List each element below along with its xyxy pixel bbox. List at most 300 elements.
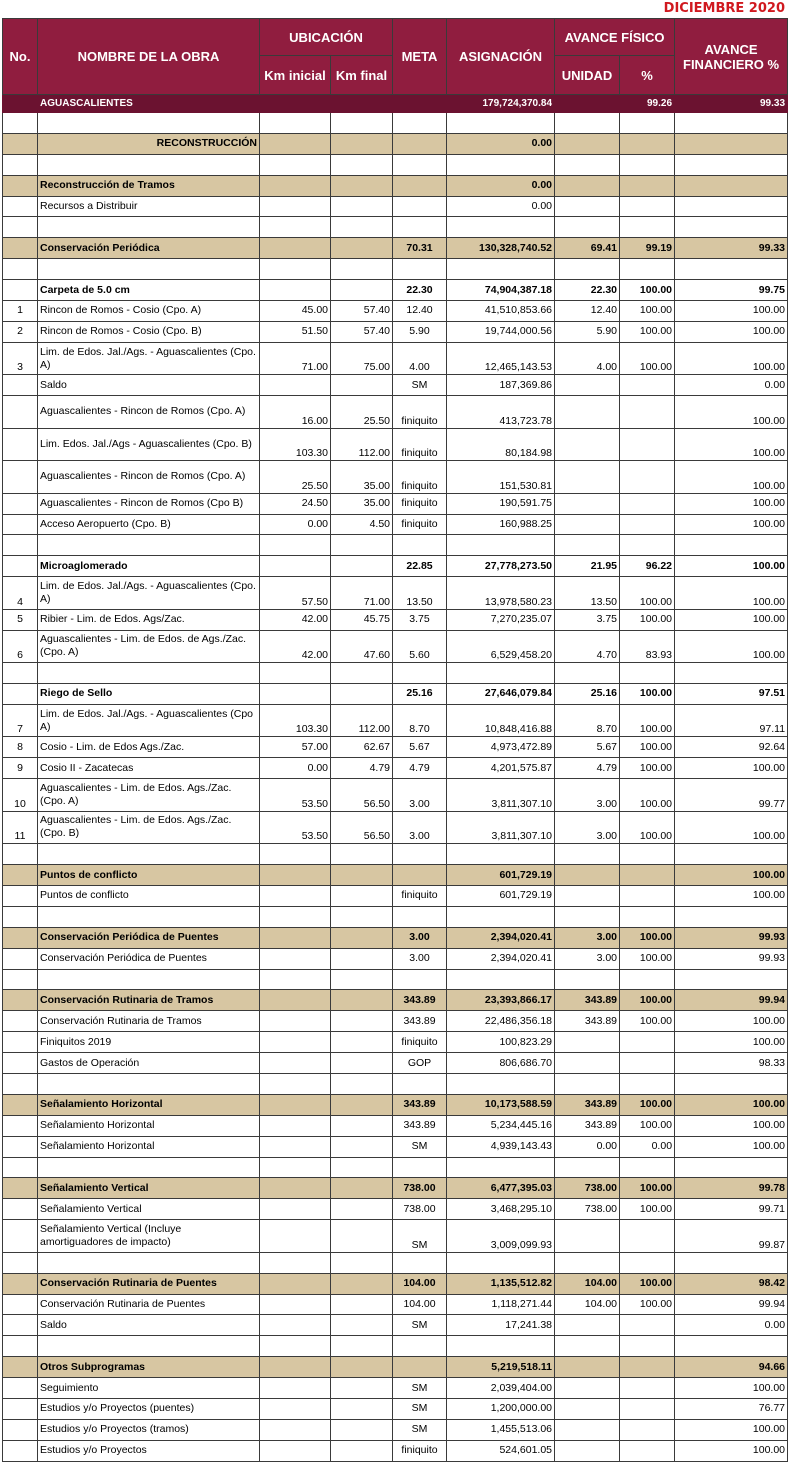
sec-row bbox=[3, 175, 788, 196]
asignacion-cell bbox=[447, 259, 555, 280]
avance-financiero-cell: 98.42 bbox=[675, 1273, 788, 1294]
unidad-cell bbox=[555, 259, 620, 280]
meta-cell: 3.00 bbox=[393, 779, 447, 812]
unidad-cell bbox=[555, 154, 620, 175]
row-number-cell bbox=[3, 1178, 38, 1199]
asignacion-cell: 7,270,235.07 bbox=[447, 609, 555, 630]
unidad-cell bbox=[555, 1357, 620, 1378]
asignacion-cell: 2,394,020.41 bbox=[447, 927, 555, 948]
work-name-cell bbox=[38, 113, 260, 134]
avance-financiero-cell bbox=[675, 154, 788, 175]
avance-fisico-pct-cell bbox=[620, 1357, 675, 1378]
avance-fisico-pct-cell bbox=[620, 1440, 675, 1461]
avance-financiero-cell: 99.33 bbox=[675, 95, 788, 113]
asignacion-cell: 74,904,387.18 bbox=[447, 280, 555, 301]
asignacion-cell: 2,039,404.00 bbox=[447, 1378, 555, 1399]
avance-fisico-pct-cell: 100.00 bbox=[620, 342, 675, 375]
avance-financiero-cell: 0.00 bbox=[675, 375, 788, 396]
km-final-cell bbox=[331, 1094, 393, 1115]
km-final-cell bbox=[331, 556, 393, 577]
sec-row bbox=[3, 865, 788, 886]
unidad-cell bbox=[555, 1336, 620, 1357]
km-inicial-cell bbox=[260, 1074, 331, 1095]
table-row bbox=[3, 1032, 788, 1053]
state-row bbox=[3, 95, 788, 113]
km-final-cell: 35.00 bbox=[331, 493, 393, 514]
unidad-cell: 738.00 bbox=[555, 1199, 620, 1220]
row-number-cell bbox=[3, 1011, 38, 1032]
meta-cell: 22.30 bbox=[393, 280, 447, 301]
avance-fisico-pct-cell bbox=[620, 1398, 675, 1419]
km-final-cell: 71.00 bbox=[331, 577, 393, 610]
km-final-cell: 45.75 bbox=[331, 609, 393, 630]
meta-cell: 343.89 bbox=[393, 990, 447, 1011]
km-inicial-cell bbox=[260, 906, 331, 927]
km-inicial-cell: 25.50 bbox=[260, 461, 331, 494]
asignacion-cell: 4,201,575.87 bbox=[447, 758, 555, 779]
avance-fisico-pct-cell: 100.00 bbox=[620, 779, 675, 812]
work-name-cell bbox=[38, 906, 260, 927]
sec-row bbox=[3, 1357, 788, 1378]
km-inicial-cell bbox=[260, 1220, 331, 1253]
row-number-cell bbox=[3, 375, 38, 396]
avance-fisico-pct-cell bbox=[620, 1419, 675, 1440]
avance-fisico-pct-cell bbox=[620, 663, 675, 684]
blank-row bbox=[3, 1252, 788, 1273]
km-inicial-cell bbox=[260, 1094, 331, 1115]
col-unidad-header: UNIDAD bbox=[555, 56, 620, 95]
avance-financiero-cell bbox=[675, 1074, 788, 1095]
avance-fisico-pct-cell bbox=[620, 113, 675, 134]
unidad-cell: 343.89 bbox=[555, 1115, 620, 1136]
row-number-cell bbox=[3, 1157, 38, 1178]
km-inicial-cell: 57.50 bbox=[260, 577, 331, 610]
table-row bbox=[3, 811, 788, 844]
unidad-cell bbox=[555, 493, 620, 514]
km-final-cell bbox=[331, 1011, 393, 1032]
work-name-cell bbox=[38, 1157, 260, 1178]
avance-financiero-cell: 98.33 bbox=[675, 1053, 788, 1074]
work-name-cell: Carpeta de 5.0 cm bbox=[38, 280, 260, 301]
work-name-cell: Puntos de conflicto bbox=[38, 865, 260, 886]
work-name-cell: Cosio II - Zacatecas bbox=[38, 758, 260, 779]
km-inicial-cell bbox=[260, 238, 331, 259]
unidad-cell: 343.89 bbox=[555, 990, 620, 1011]
works-table bbox=[2, 18, 788, 1462]
row-number-cell bbox=[3, 556, 38, 577]
avance-financiero-cell: 100.00 bbox=[675, 885, 788, 906]
km-inicial-cell bbox=[260, 1440, 331, 1461]
unidad-cell: 3.75 bbox=[555, 609, 620, 630]
table-row bbox=[3, 1136, 788, 1157]
unidad-cell bbox=[555, 514, 620, 535]
avance-financiero-cell bbox=[675, 1336, 788, 1357]
unidad-cell bbox=[555, 1398, 620, 1419]
row-number-cell bbox=[3, 1357, 38, 1378]
meta-cell: finiquito bbox=[393, 493, 447, 514]
km-final-cell bbox=[331, 154, 393, 175]
unidad-cell: 3.00 bbox=[555, 948, 620, 969]
avance-fisico-pct-cell bbox=[620, 1220, 675, 1253]
km-final-cell bbox=[331, 259, 393, 280]
asignacion-cell: 0.00 bbox=[447, 133, 555, 154]
asignacion-cell: 1,118,271.44 bbox=[447, 1294, 555, 1315]
avance-financiero-cell: 99.78 bbox=[675, 1178, 788, 1199]
meta-cell: finiquito bbox=[393, 1032, 447, 1053]
avance-fisico-pct-cell bbox=[620, 175, 675, 196]
km-final-cell bbox=[331, 990, 393, 1011]
avance-fisico-pct-cell bbox=[620, 1252, 675, 1273]
km-final-cell: 25.50 bbox=[331, 396, 393, 429]
work-name-cell: Conservación Periódica de Puentes bbox=[38, 948, 260, 969]
meta-cell bbox=[393, 535, 447, 556]
avance-fisico-pct-cell bbox=[620, 493, 675, 514]
km-inicial-cell bbox=[260, 95, 331, 113]
col-asignacion-header: ASIGNACIÓN bbox=[447, 19, 555, 95]
row-number-cell bbox=[3, 238, 38, 259]
meta-cell: 22.85 bbox=[393, 556, 447, 577]
table-row bbox=[3, 321, 788, 342]
meta-cell: 25.16 bbox=[393, 684, 447, 705]
avance-financiero-cell: 99.93 bbox=[675, 948, 788, 969]
km-inicial-cell: 24.50 bbox=[260, 493, 331, 514]
avance-fisico-pct-cell bbox=[620, 535, 675, 556]
km-inicial-cell bbox=[260, 885, 331, 906]
col-no-header: No. bbox=[3, 19, 38, 95]
blank-row bbox=[3, 844, 788, 865]
km-final-cell bbox=[331, 1178, 393, 1199]
table-row bbox=[3, 1011, 788, 1032]
unidad-cell: 3.00 bbox=[555, 927, 620, 948]
asignacion-cell bbox=[447, 906, 555, 927]
avance-fisico-pct-cell bbox=[620, 906, 675, 927]
asignacion-cell: 2,394,020.41 bbox=[447, 948, 555, 969]
blank-row bbox=[3, 217, 788, 238]
meta-cell bbox=[393, 663, 447, 684]
avance-financiero-cell: 0.00 bbox=[675, 1315, 788, 1336]
work-name-cell: Otros Subprogramas bbox=[38, 1357, 260, 1378]
km-final-cell bbox=[331, 1357, 393, 1378]
meta-cell bbox=[393, 1074, 447, 1095]
meta-cell bbox=[393, 865, 447, 886]
work-name-cell: Conservación Rutinaria de Puentes bbox=[38, 1273, 260, 1294]
meta-cell: 343.89 bbox=[393, 1094, 447, 1115]
avance-financiero-cell: 100.00 bbox=[675, 1136, 788, 1157]
avance-fisico-pct-cell bbox=[620, 1157, 675, 1178]
km-inicial-cell: 0.00 bbox=[260, 758, 331, 779]
avance-financiero-cell bbox=[675, 844, 788, 865]
work-name-cell: Lim. de Edos. Jal./Ags. - Aguascalientes (Cpo. A) bbox=[38, 342, 260, 375]
km-inicial-cell: 51.50 bbox=[260, 321, 331, 342]
km-inicial-cell bbox=[260, 1136, 331, 1157]
work-name-cell: Recursos a Distribuir bbox=[38, 196, 260, 217]
unidad-cell bbox=[555, 1032, 620, 1053]
row-number-cell bbox=[3, 1252, 38, 1273]
unidad-cell bbox=[555, 1157, 620, 1178]
row-number-cell bbox=[3, 906, 38, 927]
km-final-cell bbox=[331, 865, 393, 886]
meta-cell: 12.40 bbox=[393, 301, 447, 322]
asignacion-cell bbox=[447, 1074, 555, 1095]
sec-row bbox=[3, 238, 788, 259]
asignacion-cell: 3,009,099.93 bbox=[447, 1220, 555, 1253]
avance-financiero-cell: 100.00 bbox=[675, 301, 788, 322]
meta-cell: SM bbox=[393, 1419, 447, 1440]
avance-fisico-pct-cell: 100.00 bbox=[620, 577, 675, 610]
km-inicial-cell bbox=[260, 1252, 331, 1273]
work-name-cell: Aguascalientes - Rincon de Romos (Cpo B) bbox=[38, 493, 260, 514]
table-body bbox=[3, 95, 788, 1462]
avance-fisico-pct-cell: 100.00 bbox=[620, 684, 675, 705]
work-name-cell: Finiquitos 2019 bbox=[38, 1032, 260, 1053]
km-final-cell bbox=[331, 1220, 393, 1253]
avance-financiero-cell: 100.00 bbox=[675, 1032, 788, 1053]
avance-financiero-cell: 97.51 bbox=[675, 684, 788, 705]
avance-fisico-pct-cell: 100.00 bbox=[620, 1273, 675, 1294]
avance-fisico-pct-cell: 100.00 bbox=[620, 948, 675, 969]
meta-cell: SM bbox=[393, 1136, 447, 1157]
avance-fisico-pct-cell: 100.00 bbox=[620, 1294, 675, 1315]
km-inicial-cell bbox=[260, 1178, 331, 1199]
col-pct-header: % bbox=[620, 56, 675, 95]
km-final-cell bbox=[331, 1294, 393, 1315]
row-number-cell bbox=[3, 428, 38, 461]
work-name-cell bbox=[38, 663, 260, 684]
avance-financiero-cell: 99.94 bbox=[675, 1294, 788, 1315]
km-final-cell: 35.00 bbox=[331, 461, 393, 494]
unidad-cell bbox=[555, 1220, 620, 1253]
asignacion-cell bbox=[447, 1157, 555, 1178]
meta-cell: finiquito bbox=[393, 1440, 447, 1461]
row-number-cell: 10 bbox=[3, 779, 38, 812]
asignacion-cell: 12,465,143.53 bbox=[447, 342, 555, 375]
table-row bbox=[3, 1378, 788, 1399]
km-final-cell bbox=[331, 95, 393, 113]
meta-cell: 3.00 bbox=[393, 811, 447, 844]
unidad-cell: 25.16 bbox=[555, 684, 620, 705]
avance-financiero-cell: 100.00 bbox=[675, 865, 788, 886]
meta-cell: SM bbox=[393, 1220, 447, 1253]
table-row bbox=[3, 758, 788, 779]
avance-fisico-pct-cell: 0.00 bbox=[620, 1136, 675, 1157]
meta-cell bbox=[393, 844, 447, 865]
work-name-cell: Estudios y/o Proyectos (puentes) bbox=[38, 1398, 260, 1419]
asignacion-cell: 130,328,740.52 bbox=[447, 238, 555, 259]
work-name-cell bbox=[38, 259, 260, 280]
avance-financiero-cell: 100.00 bbox=[675, 1115, 788, 1136]
table-row bbox=[3, 704, 788, 737]
km-inicial-cell bbox=[260, 133, 331, 154]
asignacion-cell: 22,486,356.18 bbox=[447, 1011, 555, 1032]
row-number-cell bbox=[3, 1273, 38, 1294]
km-inicial-cell bbox=[260, 1398, 331, 1419]
asignacion-cell bbox=[447, 1252, 555, 1273]
km-inicial-cell bbox=[260, 1294, 331, 1315]
km-final-cell bbox=[331, 1398, 393, 1419]
work-name-cell: Rincon de Romos - Cosio (Cpo. B) bbox=[38, 321, 260, 342]
row-number-cell bbox=[3, 1398, 38, 1419]
row-number-cell: 2 bbox=[3, 321, 38, 342]
avance-fisico-pct-cell bbox=[620, 196, 675, 217]
avance-fisico-pct-cell: 100.00 bbox=[620, 990, 675, 1011]
km-inicial-cell bbox=[260, 663, 331, 684]
meta-cell bbox=[393, 175, 447, 196]
km-final-cell bbox=[331, 280, 393, 301]
unidad-cell bbox=[555, 428, 620, 461]
row-number-cell bbox=[3, 1032, 38, 1053]
asignacion-cell bbox=[447, 154, 555, 175]
unidad-cell bbox=[555, 113, 620, 134]
unidad-cell bbox=[555, 844, 620, 865]
avance-financiero-cell: 99.94 bbox=[675, 990, 788, 1011]
meta-cell: 3.75 bbox=[393, 609, 447, 630]
unidad-cell bbox=[555, 1440, 620, 1461]
avance-fisico-pct-cell: 100.00 bbox=[620, 280, 675, 301]
asignacion-cell bbox=[447, 535, 555, 556]
unidad-cell: 0.00 bbox=[555, 1136, 620, 1157]
km-final-cell bbox=[331, 1336, 393, 1357]
unidad-cell: 69.41 bbox=[555, 238, 620, 259]
unidad-cell: 104.00 bbox=[555, 1273, 620, 1294]
row-number-cell: 6 bbox=[3, 630, 38, 663]
asignacion-cell: 80,184.98 bbox=[447, 428, 555, 461]
km-inicial-cell: 45.00 bbox=[260, 301, 331, 322]
work-name-cell: Lim. Edos. Jal./Ags - Aguascalientes (Cpo. B) bbox=[38, 428, 260, 461]
avance-financiero-cell: 100.00 bbox=[675, 342, 788, 375]
work-name-cell: RECONSTRUCCIÓN bbox=[38, 133, 260, 154]
km-final-cell bbox=[331, 1419, 393, 1440]
meta-cell bbox=[393, 95, 447, 113]
row-number-cell bbox=[3, 196, 38, 217]
unidad-cell: 738.00 bbox=[555, 1178, 620, 1199]
asignacion-cell: 19,744,000.56 bbox=[447, 321, 555, 342]
asignacion-cell: 1,455,513.06 bbox=[447, 1419, 555, 1440]
work-name-cell: Aguascalientes - Lim. de Edos. de Ags./Zac. (Cpo. A) bbox=[38, 630, 260, 663]
avance-financiero-cell: 100.00 bbox=[675, 321, 788, 342]
work-name-cell: Microaglomerado bbox=[38, 556, 260, 577]
asignacion-cell: 3,468,295.10 bbox=[447, 1199, 555, 1220]
km-inicial-cell: 42.00 bbox=[260, 630, 331, 663]
avance-fisico-pct-cell: 100.00 bbox=[620, 1115, 675, 1136]
asignacion-cell: 524,601.05 bbox=[447, 1440, 555, 1461]
km-final-cell bbox=[331, 927, 393, 948]
unidad-cell bbox=[555, 217, 620, 238]
row-number-cell: 5 bbox=[3, 609, 38, 630]
row-number-cell bbox=[3, 535, 38, 556]
avance-fisico-pct-cell: 100.00 bbox=[620, 704, 675, 737]
km-inicial-cell bbox=[260, 1273, 331, 1294]
km-final-cell bbox=[331, 1032, 393, 1053]
km-final-cell bbox=[331, 906, 393, 927]
row-number-cell bbox=[3, 1074, 38, 1095]
unidad-cell: 4.79 bbox=[555, 758, 620, 779]
km-final-cell bbox=[331, 238, 393, 259]
table-row bbox=[3, 375, 788, 396]
table-row bbox=[3, 1053, 788, 1074]
km-inicial-cell bbox=[260, 375, 331, 396]
blank-row bbox=[3, 535, 788, 556]
asignacion-cell: 160,988.25 bbox=[447, 514, 555, 535]
meta-cell bbox=[393, 133, 447, 154]
row-number-cell bbox=[3, 514, 38, 535]
km-inicial-cell: 42.00 bbox=[260, 609, 331, 630]
row-number-cell bbox=[3, 154, 38, 175]
avance-fisico-pct-cell bbox=[620, 865, 675, 886]
km-inicial-cell bbox=[260, 556, 331, 577]
work-name-cell: Riego de Sello bbox=[38, 684, 260, 705]
work-name-cell: Saldo bbox=[38, 1315, 260, 1336]
unidad-cell: 21.95 bbox=[555, 556, 620, 577]
meta-cell bbox=[393, 1157, 447, 1178]
km-inicial-cell bbox=[260, 1378, 331, 1399]
work-name-cell: Conservación Rutinaria de Tramos bbox=[38, 1011, 260, 1032]
row-number-cell bbox=[3, 1199, 38, 1220]
unidad-cell bbox=[555, 663, 620, 684]
asignacion-cell: 179,724,370.84 bbox=[447, 95, 555, 113]
km-inicial-cell: 103.30 bbox=[260, 704, 331, 737]
table-row bbox=[3, 493, 788, 514]
unidad-cell bbox=[555, 906, 620, 927]
km-final-cell bbox=[331, 375, 393, 396]
km-final-cell bbox=[331, 196, 393, 217]
table-row bbox=[3, 301, 788, 322]
row-number-cell: 3 bbox=[3, 342, 38, 375]
asignacion-cell: 3,811,307.10 bbox=[447, 779, 555, 812]
avance-fisico-pct-cell: 100.00 bbox=[620, 1199, 675, 1220]
km-inicial-cell bbox=[260, 990, 331, 1011]
row-number-cell bbox=[3, 217, 38, 238]
meta-cell bbox=[393, 969, 447, 990]
km-inicial-cell bbox=[260, 1199, 331, 1220]
km-inicial-cell: 103.30 bbox=[260, 428, 331, 461]
work-name-cell: Señalamiento Horizontal bbox=[38, 1115, 260, 1136]
table-row bbox=[3, 342, 788, 375]
km-inicial-cell bbox=[260, 1419, 331, 1440]
avance-fisico-pct-cell bbox=[620, 428, 675, 461]
work-name-cell: Reconstrucción de Tramos bbox=[38, 175, 260, 196]
km-final-cell bbox=[331, 1136, 393, 1157]
avance-fisico-pct-cell: 100.00 bbox=[620, 1094, 675, 1115]
row-number-cell bbox=[3, 1115, 38, 1136]
row-number-cell bbox=[3, 1136, 38, 1157]
km-final-cell bbox=[331, 1273, 393, 1294]
meta-cell: 3.00 bbox=[393, 948, 447, 969]
meta-cell: 104.00 bbox=[393, 1273, 447, 1294]
row-number-cell bbox=[3, 280, 38, 301]
meta-cell: GOP bbox=[393, 1053, 447, 1074]
avance-fisico-pct-cell: 99.26 bbox=[620, 95, 675, 113]
avance-fisico-pct-cell: 83.93 bbox=[620, 630, 675, 663]
unidad-cell: 4.70 bbox=[555, 630, 620, 663]
asignacion-cell: 100,823.29 bbox=[447, 1032, 555, 1053]
avance-financiero-cell: 100.00 bbox=[675, 461, 788, 494]
avance-financiero-cell: 94.66 bbox=[675, 1357, 788, 1378]
table-row bbox=[3, 885, 788, 906]
avance-fisico-pct-cell bbox=[620, 1378, 675, 1399]
asignacion-cell: 187,369.86 bbox=[447, 375, 555, 396]
km-inicial-cell bbox=[260, 865, 331, 886]
work-name-cell: Conservación Rutinaria de Tramos bbox=[38, 990, 260, 1011]
km-final-cell bbox=[331, 1157, 393, 1178]
sec-row bbox=[3, 1094, 788, 1115]
avance-financiero-cell: 76.77 bbox=[675, 1398, 788, 1419]
table-row bbox=[3, 1115, 788, 1136]
km-inicial-cell bbox=[260, 217, 331, 238]
table-row bbox=[3, 1315, 788, 1336]
km-inicial-cell bbox=[260, 927, 331, 948]
avance-financiero-cell: 99.77 bbox=[675, 779, 788, 812]
unidad-cell bbox=[555, 1315, 620, 1336]
